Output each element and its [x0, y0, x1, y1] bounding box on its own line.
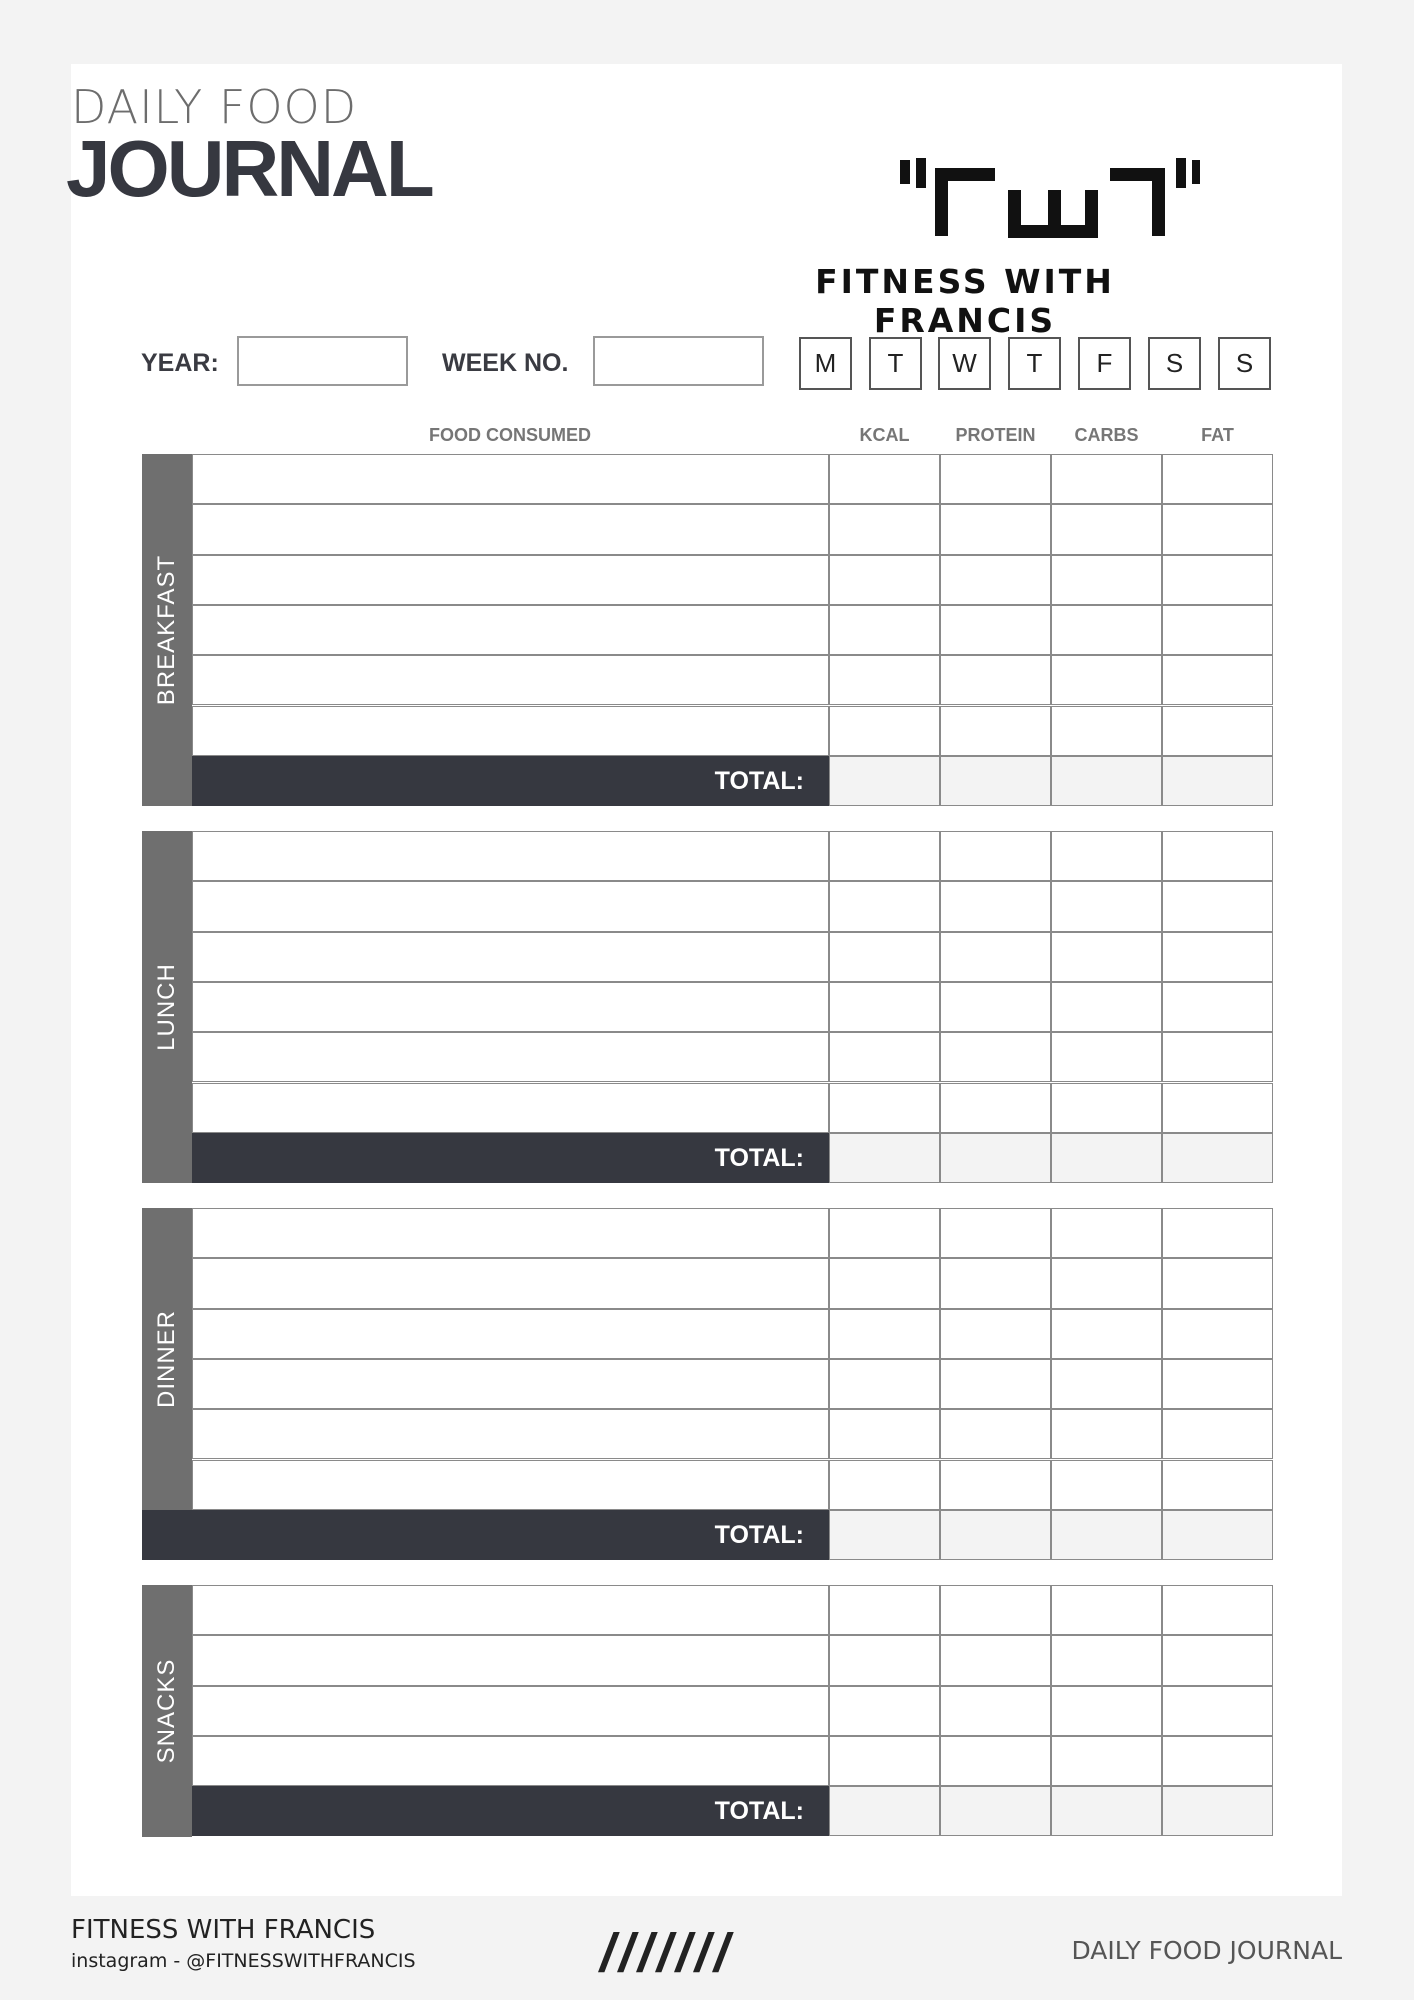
carbs-cell[interactable]	[1051, 1032, 1162, 1082]
kcal-cell[interactable]	[829, 932, 940, 982]
carbs-cell[interactable]	[1051, 555, 1162, 605]
column-header-carbs: CARBS	[1074, 425, 1139, 445]
fat-cell[interactable]	[1162, 706, 1273, 756]
fwf-logo-icon	[730, 90, 1200, 240]
total-row	[142, 1786, 1273, 1837]
brand-logo	[730, 90, 1200, 340]
kcal-cell[interactable]	[829, 1258, 940, 1308]
kcal-cell[interactable]	[829, 1359, 940, 1409]
protein-cell[interactable]	[940, 1208, 1051, 1258]
table-row	[142, 1460, 1273, 1511]
food-cell[interactable]	[192, 1686, 829, 1736]
meal-label: LUNCH	[153, 963, 180, 1051]
year-input[interactable]	[237, 336, 408, 386]
fat-cell[interactable]	[1162, 1736, 1273, 1786]
protein-cell[interactable]	[940, 605, 1051, 655]
table-row	[142, 982, 1273, 1033]
protein-cell[interactable]	[940, 1258, 1051, 1308]
fat-cell[interactable]	[1162, 605, 1273, 655]
fat-total-cell[interactable]	[1162, 756, 1273, 806]
kcal-cell[interactable]	[829, 1635, 940, 1685]
carbs-cell[interactable]	[1051, 831, 1162, 881]
table-row	[142, 881, 1273, 932]
fat-cell[interactable]	[1162, 982, 1273, 1032]
food-cell[interactable]	[192, 1083, 829, 1133]
fat-total-cell[interactable]	[1162, 1510, 1273, 1560]
kcal-total-cell[interactable]	[829, 1510, 940, 1560]
food-cell[interactable]	[192, 1585, 829, 1635]
table-row	[142, 1309, 1273, 1360]
table-row	[142, 932, 1273, 983]
carbs-cell[interactable]	[1051, 1686, 1162, 1736]
food-cell[interactable]	[192, 504, 829, 554]
day-box-mon[interactable]: M	[799, 337, 852, 390]
food-cell[interactable]	[192, 881, 829, 931]
kcal-cell[interactable]	[829, 655, 940, 705]
table-row	[142, 454, 1273, 505]
food-cell[interactable]	[192, 1032, 829, 1082]
table-row	[142, 1686, 1273, 1737]
year-label: YEAR:	[141, 349, 219, 377]
fat-cell[interactable]	[1162, 1686, 1273, 1736]
protein-cell[interactable]	[940, 982, 1051, 1032]
food-cell[interactable]	[192, 1409, 829, 1459]
footer-divider: ///////	[600, 1923, 734, 1983]
brand-name: FITNESS WITH FRANCIS	[815, 262, 1115, 340]
page-title: JOURNAL	[66, 124, 432, 213]
food-cell[interactable]	[192, 1736, 829, 1786]
fat-cell[interactable]	[1162, 831, 1273, 881]
total-label: TOTAL:	[192, 756, 829, 806]
kcal-cell[interactable]	[829, 1686, 940, 1736]
fat-cell[interactable]	[1162, 1409, 1273, 1459]
carbs-cell[interactable]	[1051, 1585, 1162, 1635]
protein-cell[interactable]	[940, 454, 1051, 504]
meal-section-snacks	[142, 1585, 1273, 1837]
kcal-cell[interactable]	[829, 1460, 940, 1510]
protein-cell[interactable]	[940, 1309, 1051, 1359]
fat-cell[interactable]	[1162, 454, 1273, 504]
meal-label: SNACKS	[153, 1658, 180, 1764]
table-row	[142, 831, 1273, 882]
day-box-wed[interactable]: W	[938, 337, 991, 390]
protein-cell[interactable]	[940, 655, 1051, 705]
kcal-cell[interactable]	[829, 1736, 940, 1786]
day-box-sat[interactable]: S	[1148, 337, 1201, 390]
day-box-thu[interactable]: T	[1008, 337, 1061, 390]
carbs-cell[interactable]	[1051, 504, 1162, 554]
food-cell[interactable]	[192, 1208, 829, 1258]
week-label: WEEK NO.	[442, 349, 569, 377]
table-row	[142, 1409, 1273, 1460]
fat-cell[interactable]	[1162, 555, 1273, 605]
protein-cell[interactable]	[940, 881, 1051, 931]
table-row	[142, 1585, 1273, 1636]
fat-cell[interactable]	[1162, 1208, 1273, 1258]
table-row	[142, 1736, 1273, 1787]
protein-cell[interactable]	[940, 1686, 1051, 1736]
column-header-fat: FAT	[1201, 425, 1234, 445]
title-small: DAILY FOOD	[71, 80, 358, 134]
carbs-cell[interactable]	[1051, 1409, 1162, 1459]
protein-cell[interactable]	[940, 1409, 1051, 1459]
kcal-cell[interactable]	[829, 1309, 940, 1359]
day-box-sun[interactable]: S	[1218, 337, 1271, 390]
protein-total-cell[interactable]	[940, 1510, 1051, 1560]
carbs-total-cell[interactable]	[1051, 756, 1162, 806]
carbs-cell[interactable]	[1051, 1258, 1162, 1308]
table-row	[142, 1083, 1273, 1134]
food-cell[interactable]	[192, 454, 829, 504]
protein-cell[interactable]	[940, 504, 1051, 554]
day-box-fri[interactable]: F	[1078, 337, 1131, 390]
table-row	[142, 1032, 1273, 1083]
protein-cell[interactable]	[940, 1736, 1051, 1786]
fat-cell[interactable]	[1162, 932, 1273, 982]
carbs-cell[interactable]	[1051, 932, 1162, 982]
fat-cell[interactable]	[1162, 881, 1273, 931]
table-row	[142, 1208, 1273, 1259]
total-row	[142, 1510, 1273, 1561]
meal-label: BREAKFAST	[153, 554, 180, 706]
carbs-total-cell[interactable]	[1051, 1786, 1162, 1836]
carbs-cell[interactable]	[1051, 1635, 1162, 1685]
kcal-cell[interactable]	[829, 504, 940, 554]
carbs-cell[interactable]	[1051, 655, 1162, 705]
meal-section-breakfast	[142, 454, 1273, 806]
footer-brand: FITNESS WITH FRANCIS	[71, 1915, 376, 1945]
food-cell[interactable]	[192, 706, 829, 756]
fat-cell[interactable]	[1162, 1083, 1273, 1133]
protein-cell[interactable]	[940, 1460, 1051, 1510]
kcal-cell[interactable]	[829, 1208, 940, 1258]
carbs-cell[interactable]	[1051, 605, 1162, 655]
table-row	[142, 504, 1273, 555]
food-cell[interactable]	[192, 932, 829, 982]
kcal-cell[interactable]	[829, 706, 940, 756]
carbs-cell[interactable]	[1051, 982, 1162, 1032]
total-label: TOTAL:	[192, 1133, 829, 1183]
protein-cell[interactable]	[940, 555, 1051, 605]
kcal-cell[interactable]	[829, 454, 940, 504]
meal-section-lunch	[142, 831, 1273, 1183]
day-box-tue[interactable]: T	[869, 337, 922, 390]
kcal-cell[interactable]	[829, 982, 940, 1032]
total-row	[142, 756, 1273, 807]
protein-total-cell[interactable]	[940, 1133, 1051, 1183]
table-row	[142, 1258, 1273, 1309]
table-row	[142, 605, 1273, 656]
protein-cell[interactable]	[940, 1083, 1051, 1133]
fat-cell[interactable]	[1162, 1585, 1273, 1635]
carbs-cell[interactable]	[1051, 1208, 1162, 1258]
kcal-cell[interactable]	[829, 1083, 940, 1133]
footer-instagram: instagram - @FITNESSWITHFRANCIS	[71, 1950, 416, 1972]
meal-section-dinner	[142, 1208, 1273, 1560]
carbs-cell[interactable]	[1051, 1309, 1162, 1359]
fat-cell[interactable]	[1162, 1359, 1273, 1409]
column-header-food: FOOD CONSUMED	[429, 425, 591, 445]
food-cell[interactable]	[192, 1359, 829, 1409]
fat-cell[interactable]	[1162, 1309, 1273, 1359]
food-cell[interactable]	[192, 605, 829, 655]
column-header-kcal: KCAL	[859, 425, 910, 445]
food-cell[interactable]	[192, 1309, 829, 1359]
table-row	[142, 1359, 1273, 1410]
kcal-total-cell[interactable]	[829, 756, 940, 806]
protein-total-cell[interactable]	[940, 1786, 1051, 1836]
protein-cell[interactable]	[940, 1635, 1051, 1685]
food-cell[interactable]	[192, 1635, 829, 1685]
protein-cell[interactable]	[940, 932, 1051, 982]
carbs-cell[interactable]	[1051, 454, 1162, 504]
kcal-total-cell[interactable]	[829, 1786, 940, 1836]
column-header-protein: PROTEIN	[955, 425, 1036, 445]
kcal-cell[interactable]	[829, 1032, 940, 1082]
protein-cell[interactable]	[940, 1585, 1051, 1635]
kcal-cell[interactable]	[829, 1585, 940, 1635]
protein-total-cell[interactable]	[940, 756, 1051, 806]
food-cell[interactable]	[192, 1258, 829, 1308]
protein-cell[interactable]	[940, 706, 1051, 756]
fat-total-cell[interactable]	[1162, 1786, 1273, 1836]
fat-cell[interactable]	[1162, 504, 1273, 554]
food-cell[interactable]	[192, 555, 829, 605]
carbs-cell[interactable]	[1051, 1736, 1162, 1786]
kcal-cell[interactable]	[829, 605, 940, 655]
table-row	[142, 655, 1273, 706]
table-row	[142, 1635, 1273, 1686]
kcal-cell[interactable]	[829, 1409, 940, 1459]
total-label: TOTAL:	[192, 1786, 829, 1836]
total-label: TOTAL:	[142, 1510, 829, 1560]
fat-total-cell[interactable]	[1162, 1133, 1273, 1183]
kcal-cell[interactable]	[829, 881, 940, 931]
fat-cell[interactable]	[1162, 1258, 1273, 1308]
food-cell[interactable]	[192, 655, 829, 705]
protein-cell[interactable]	[940, 1032, 1051, 1082]
meal-label: DINNER	[153, 1309, 180, 1408]
carbs-total-cell[interactable]	[1051, 1133, 1162, 1183]
footer-title: DAILY FOOD JOURNAL	[1071, 1936, 1342, 1965]
kcal-cell[interactable]	[829, 555, 940, 605]
fat-cell[interactable]	[1162, 1635, 1273, 1685]
carbs-cell[interactable]	[1051, 706, 1162, 756]
table-row	[142, 555, 1273, 606]
total-row	[142, 1133, 1273, 1184]
protein-cell[interactable]	[940, 831, 1051, 881]
fat-cell[interactable]	[1162, 655, 1273, 705]
protein-cell[interactable]	[940, 1359, 1051, 1409]
fat-cell[interactable]	[1162, 1032, 1273, 1082]
carbs-cell[interactable]	[1051, 881, 1162, 931]
carbs-cell[interactable]	[1051, 1083, 1162, 1133]
food-cell[interactable]	[192, 831, 829, 881]
table-row	[142, 706, 1273, 757]
carbs-cell[interactable]	[1051, 1460, 1162, 1510]
fat-cell[interactable]	[1162, 1460, 1273, 1510]
food-cell[interactable]	[192, 982, 829, 1032]
kcal-cell[interactable]	[829, 831, 940, 881]
week-input[interactable]	[593, 336, 764, 386]
carbs-cell[interactable]	[1051, 1359, 1162, 1409]
carbs-total-cell[interactable]	[1051, 1510, 1162, 1560]
food-cell[interactable]	[192, 1460, 829, 1510]
kcal-total-cell[interactable]	[829, 1133, 940, 1183]
